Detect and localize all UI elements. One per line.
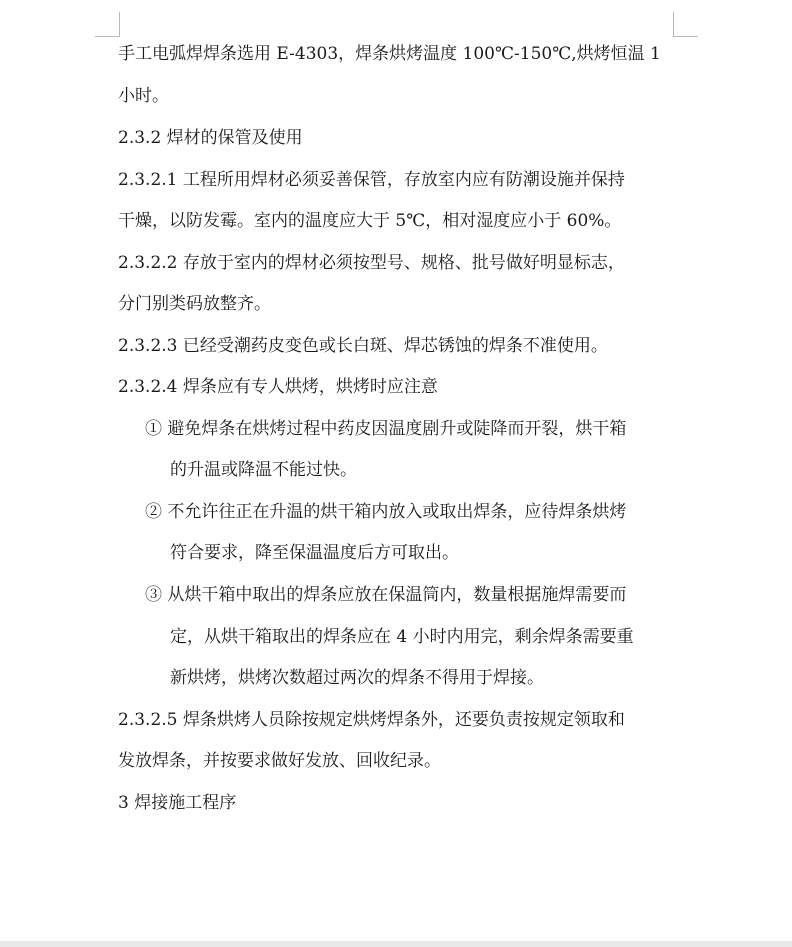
list-item-line: ③ 从烘干箱中取出的焊条应放在保温筒内，数量根据施焊需要而 [145, 585, 627, 605]
paragraph-line: 小时。 [118, 86, 169, 106]
list-item-line: 的升温或降温不能过快。 [170, 460, 357, 480]
list-item-line: 新烘烤，烘烤次数超过两次的焊条不得用于焊接。 [170, 668, 544, 688]
section-heading: 2.3.2 焊材的保管及使用 [118, 128, 303, 148]
list-item-line: 符合要求，降至保温温度后方可取出。 [170, 543, 459, 563]
paragraph-line: 发放焊条，并按要求做好发放、回收纪录。 [118, 751, 441, 771]
list-item-line: ② 不允许往正在升温的烘干箱内放入或取出焊条，应待焊条烘烤 [145, 502, 627, 522]
paragraph-line: 2.3.2.5 焊条烘烤人员除按规定烘烤焊条外，还要负责按规定领取和 [118, 710, 625, 730]
section-heading: 3 焊接施工程序 [118, 793, 237, 813]
paragraph-line: 手工电弧焊焊条选用 E-4303，焊条烘烤温度 100℃-150℃,烘烤恒温 1 [118, 44, 661, 64]
crop-mark-top-right [673, 12, 698, 37]
paragraph-line: 干燥，以防发霉。室内的温度应大于 5℃，相对湿度应小于 60%。 [118, 211, 622, 231]
paragraph-line: 2.3.2.1 工程所用焊材必须妥善保管，存放室内应有防潮设施并保持 [118, 170, 625, 190]
page-bottom-edge [0, 941, 792, 947]
list-item-line: 定，从烘干箱取出的焊条应在 4 小时内用完，剩余焊条需要重 [170, 627, 634, 647]
paragraph-line: 2.3.2.3 已经受潮药皮变色或长白斑、焊芯锈蚀的焊条不准使用。 [118, 336, 608, 356]
paragraph-line: 2.3.2.4 焊条应有专人烘烤，烘烤时应注意 [118, 377, 438, 397]
paragraph-line: 分门别类码放整齐。 [118, 294, 271, 314]
paragraph-line: 2.3.2.2 存放于室内的焊材必须按型号、规格、批号做好明显标志， [118, 253, 625, 273]
list-item-line: ① 避免焊条在烘烤过程中药皮因温度剧升或陡降而开裂，烘干箱 [145, 419, 627, 439]
crop-mark-top-left [95, 12, 120, 37]
